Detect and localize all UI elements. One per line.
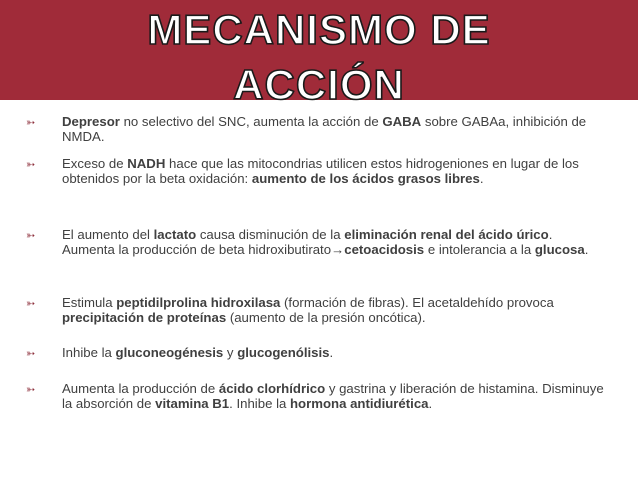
plain-text: Exceso de (62, 156, 128, 171)
bullet-text (62, 114, 586, 144)
plain-text: . (428, 395, 433, 411)
plain-text: causa disminución de la (196, 227, 345, 242)
feather-arrow-bullet-icon: ➳ (26, 229, 36, 242)
bullet-item (26, 115, 606, 144)
bold-text: peptidilprolina hidroxilasa (116, 295, 281, 310)
bullet-item (26, 346, 333, 361)
bullet-item (26, 157, 606, 186)
plain-text: . (584, 241, 589, 257)
bold-text: Depresor (62, 114, 120, 129)
bold-text: lactato (153, 227, 197, 242)
bold-text: cetoacidosis (344, 241, 425, 257)
slide-title (0, 2, 638, 112)
feather-arrow-bullet-icon: ➳ (26, 383, 36, 396)
plain-text: (formación de fibras). El acetaldehído provoca (280, 295, 554, 310)
plain-text: El aumento del (62, 227, 154, 242)
plain-text: . (479, 170, 484, 186)
bullet-text (62, 295, 554, 325)
bold-text: vitamina B1 (155, 395, 230, 411)
bullet-item (26, 296, 606, 325)
feather-arrow-bullet-icon: ➳ (26, 297, 36, 310)
bold-text: ácido clorhídrico (218, 381, 326, 396)
bold-text: aumento de los ácidos grasos libres (251, 170, 480, 186)
bullet-text (62, 227, 588, 257)
bullet-text (62, 381, 604, 411)
plain-text: y gastrina y liberación de histamina. Disminuye la absorción de (62, 381, 604, 411)
plain-text: (aumento de la presión oncótica). (226, 309, 426, 325)
bullet-text (62, 345, 333, 360)
feather-arrow-bullet-icon: ➳ (26, 158, 36, 171)
slide-title-line-2: ACCIÓN (233, 61, 405, 108)
bold-text: glucogenólisis (237, 345, 330, 360)
bold-text: NADH (127, 156, 166, 171)
bold-text: precipitación de proteínas (62, 309, 227, 325)
bold-text: hormona antidiurética (290, 395, 429, 411)
feather-arrow-bullet-icon: ➳ (26, 347, 36, 360)
bold-text: gluconeogénesis (115, 345, 224, 360)
plain-text: e intolerancia a la (424, 241, 535, 257)
bold-text: eliminación renal del ácido úrico (344, 227, 549, 242)
plain-text: Aumenta la producción de (62, 381, 219, 396)
slide-title-line-1: MECANISMO DE (147, 6, 491, 53)
bullet-text (62, 156, 579, 186)
plain-text: . Inhibe la (229, 395, 290, 411)
plain-text: Estimula (62, 295, 117, 310)
plain-text: . Aumenta la producción de beta hidroxibutirato→ (62, 227, 553, 257)
bold-text: GABA (382, 114, 422, 129)
plain-text: hace que las mitocondrias utilicen estos hidrogeniones en lugar de los obtenidos por la beta oxidación: (62, 156, 579, 186)
plain-text: sobre GABAa, inhibición de NMDA. (62, 114, 587, 144)
feather-arrow-bullet-icon: ➳ (26, 116, 36, 129)
plain-text: Inhibe la (62, 345, 116, 360)
bullet-item (26, 382, 606, 411)
plain-text: . (329, 345, 334, 360)
bold-text: glucosa (534, 241, 585, 257)
plain-text: y (223, 345, 238, 360)
plain-text: no selectivo del SNC, aumenta la acción de (119, 114, 383, 129)
bullet-item (26, 228, 606, 257)
